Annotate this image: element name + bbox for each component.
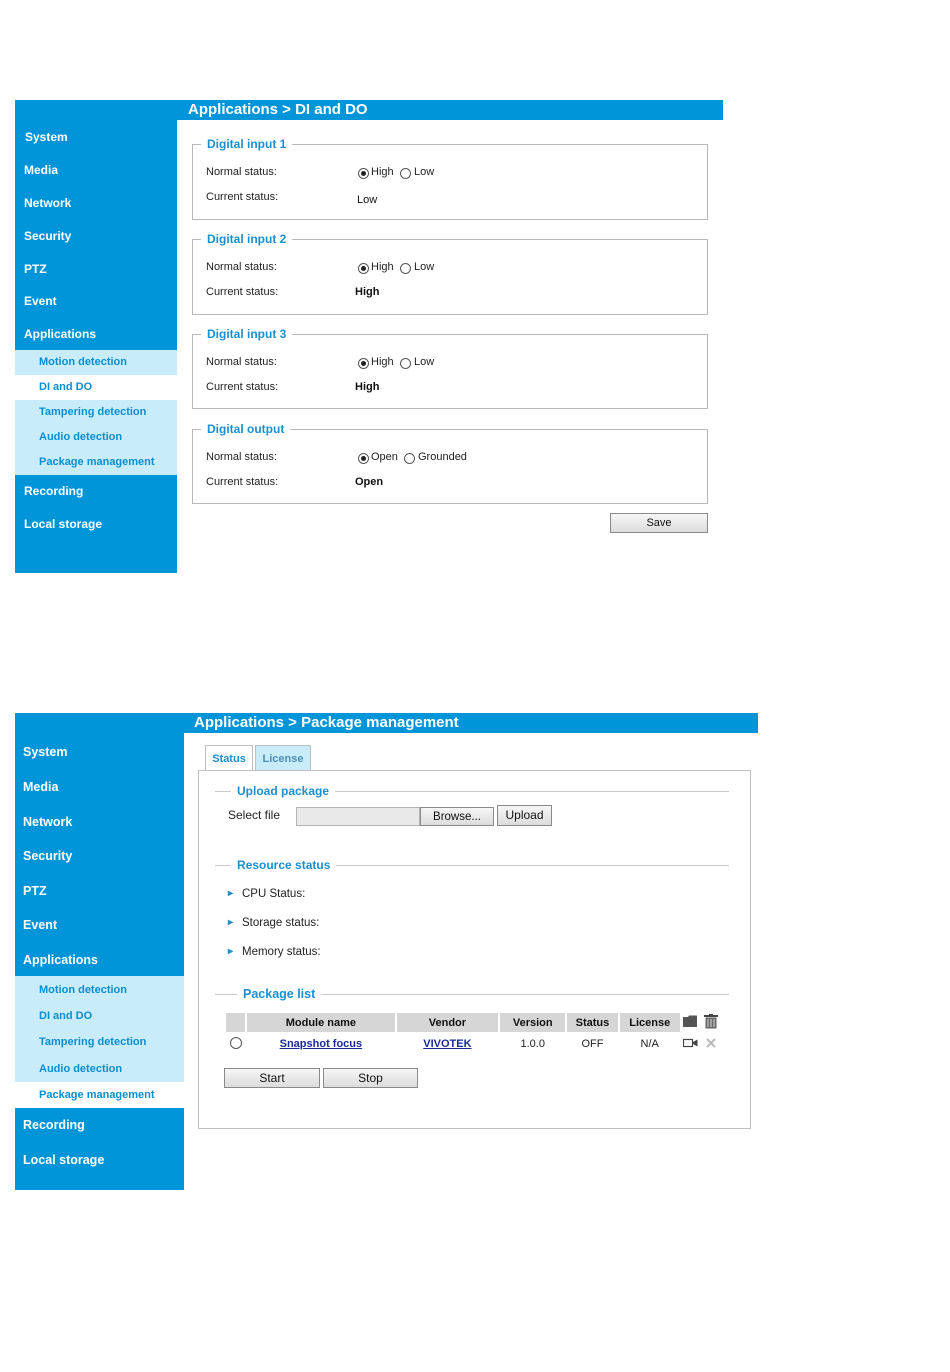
subnav-tampering-detection[interactable]: Tampering detection [39,1036,147,1048]
trash-icon [702,1013,720,1032]
status-cell: OFF [581,1038,604,1050]
row-select-radio-cell [226,1034,245,1054]
file-path-field[interactable] [296,807,420,826]
sidebar-item-applications[interactable]: Applications [24,327,97,341]
vendor-link[interactable]: VIVOTEK [423,1038,472,1050]
sidebar-item-network[interactable]: Network [24,196,72,210]
subnav-package-management[interactable]: Package management [15,1082,184,1108]
sidebar-item-media[interactable]: Media [24,163,59,177]
sidebar-item-local-storage[interactable]: Local storage [23,1153,105,1167]
current-status-value: Low [357,194,378,206]
page-header-bar [15,100,723,120]
sidebar-item-event[interactable]: Event [24,294,57,308]
expand-arrow-icon[interactable]: ▸ [228,888,234,899]
row-select-radio[interactable] [230,1037,242,1049]
radio-label: Open [371,451,398,463]
current-status-label: Current status: [206,286,279,298]
storage-status-label[interactable]: Storage status: [242,917,320,929]
cpu-status-label[interactable]: CPU Status: [242,888,306,900]
radio-di1-low[interactable] [400,168,411,179]
resource-status-title: Resource status [231,858,336,872]
sidebar-item-system[interactable]: System [25,130,68,144]
tab-license[interactable]: License [255,745,311,771]
digital-input-1-group [192,137,708,220]
radio-label: High [371,166,394,178]
sidebar-item-system[interactable]: System [23,745,68,759]
sidebar-item-event[interactable]: Event [23,918,58,932]
delete-icon[interactable] [702,1034,720,1054]
sidebar [15,733,184,1190]
radio-di2-high[interactable] [358,263,369,274]
normal-status-label: Normal status: [206,451,277,463]
column-header: Status [567,1013,617,1032]
radio-label: Grounded [418,451,467,463]
radio-do-grounded[interactable] [404,453,415,464]
radio-label: Low [414,261,435,273]
sidebar-item-local-storage[interactable]: Local storage [24,517,103,531]
radio-label: Low [414,166,435,178]
sidebar-item-media[interactable]: Media [23,780,59,794]
expand-arrow-icon[interactable]: ▸ [228,946,234,957]
module-cell [247,1034,395,1054]
current-status-label: Current status: [206,381,279,393]
radio-do-open[interactable] [358,453,369,464]
group-title: Digital input 2 [207,232,287,246]
sidebar-item-security[interactable]: Security [23,849,73,863]
subnav-di-and-do[interactable]: DI and DO [39,1010,93,1022]
subnav-motion-detection[interactable]: Motion detection [39,356,127,368]
radio-label: High [371,356,394,368]
vendor-cell [397,1034,498,1054]
select-column-header [226,1013,245,1032]
version-cell: 1.0.0 [520,1038,545,1050]
sidebar-item-network[interactable]: Network [23,815,73,829]
table-row [226,1034,720,1054]
digital-input-2-group [192,232,708,315]
group-title: Digital input 1 [207,137,287,151]
group-title: Digital input 3 [207,327,287,341]
sidebar-item-applications[interactable]: Applications [23,953,99,967]
start-button[interactable]: Start [224,1068,320,1088]
current-status-value: High [355,381,380,393]
breadcrumb: Applications > DI and DO [188,101,368,118]
sidebar-item-recording[interactable]: Recording [23,1118,85,1132]
sidebar-item-recording[interactable]: Recording [24,484,84,498]
stop-button[interactable]: Stop [323,1068,418,1088]
normal-status-label: Normal status: [206,261,277,273]
browse-button[interactable]: Browse... [420,807,494,826]
upload-package-title: Upload package [231,784,335,798]
current-status-label: Current status: [206,476,279,488]
sidebar-item-ptz[interactable]: PTZ [23,884,47,898]
subnav-audio-detection[interactable]: Audio detection [39,1063,123,1075]
sidebar-item-ptz[interactable]: PTZ [24,262,47,276]
subnav-audio-detection[interactable]: Audio detection [39,431,123,443]
subnav-motion-detection[interactable]: Motion detection [39,984,127,996]
applications-submenu [15,350,177,475]
memory-status-label[interactable]: Memory status: [242,946,321,958]
sidebar [15,120,177,573]
camera-icon[interactable] [682,1034,700,1054]
expand-arrow-icon[interactable]: ▸ [228,917,234,928]
current-status-value: Open [355,476,384,488]
radio-di3-high[interactable] [358,358,369,369]
subnav-package-management[interactable]: Package management [39,456,155,468]
column-header: Version [500,1013,565,1032]
save-button[interactable]: Save [610,513,708,533]
folder-icon [682,1013,700,1032]
package-list-title: Package list [237,987,321,1001]
current-status-label: Current status: [206,191,279,203]
group-title: Digital output [207,422,285,436]
breadcrumb: Applications > Package management [194,714,459,731]
sidebar-item-security[interactable]: Security [24,229,72,243]
column-header: License [620,1013,680,1032]
normal-status-label: Normal status: [206,356,277,368]
radio-label: Low [414,356,435,368]
module-name-link[interactable]: Snapshot focus [279,1038,363,1050]
radio-di1-high[interactable] [358,168,369,179]
column-header: Module name [247,1013,395,1032]
radio-label: High [371,261,394,273]
applications-submenu [15,976,184,1108]
select-file-label: Select file [228,808,281,822]
normal-status-label: Normal status: [206,166,277,178]
upload-button[interactable]: Upload [497,805,552,826]
subnav-di-and-do[interactable]: DI and DO [15,375,177,400]
current-status-value: High [355,286,380,298]
tab-status[interactable]: Status [205,745,253,771]
license-cell: N/A [640,1038,659,1050]
column-header: Vendor [397,1013,498,1032]
radio-di3-low[interactable] [400,358,411,369]
digital-output-group [192,422,708,504]
subnav-tampering-detection[interactable]: Tampering detection [39,406,147,418]
package-table [224,1011,722,1056]
digital-input-3-group [192,327,708,409]
radio-di2-low[interactable] [400,263,411,274]
